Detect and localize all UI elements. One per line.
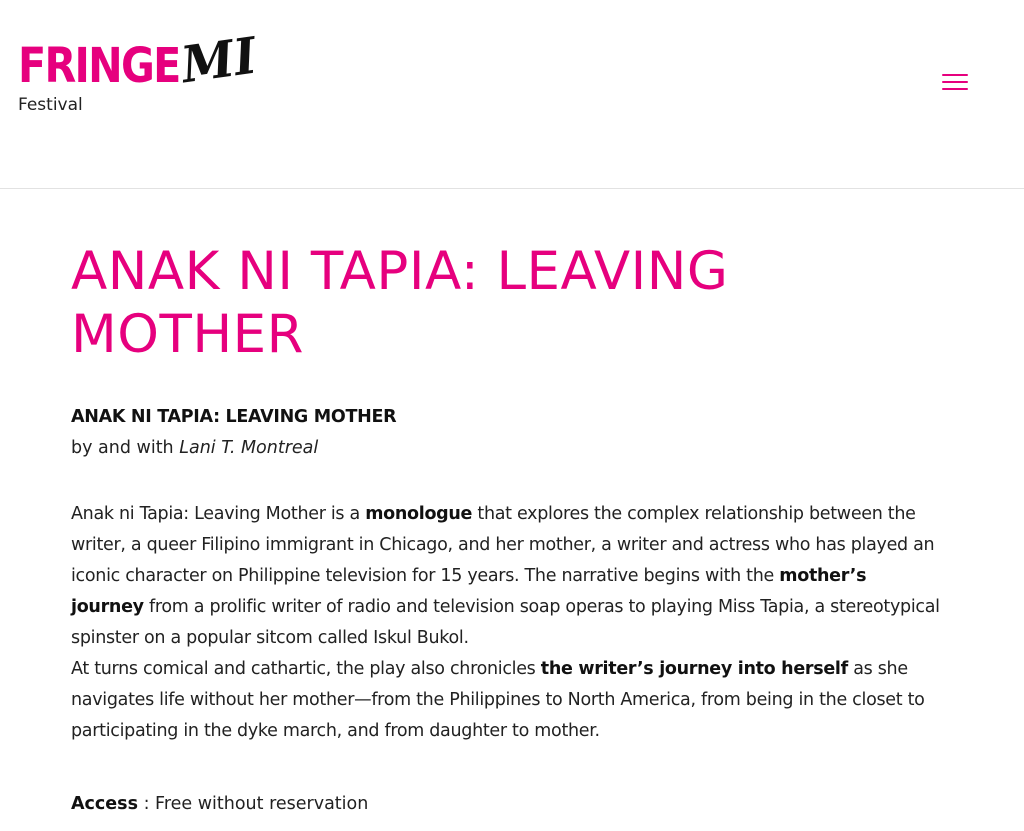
highlight-monologue: monologue [365, 504, 473, 524]
site-header [0, 0, 1024, 189]
highlight-mothers-journey: mother’s journey [71, 566, 867, 617]
highlight-writers-journey: the writer’s journey into herself [540, 659, 848, 679]
logo-mi-text: MI [177, 25, 261, 95]
logo-festival-text: Festival [18, 95, 83, 115]
description-paragraph-2 [71, 654, 941, 747]
page-title: ANAK NI TAPIA: LEAVING MOTHER [71, 241, 729, 365]
byline [71, 433, 964, 464]
description-text: as she navigates life without her mother—from the Philippines to North America, from being in the closet to participating in the dyke march, and from daughter to mother. [71, 659, 925, 741]
show-info [71, 402, 964, 464]
main-content [0, 189, 1024, 820]
description-text: Anak ni Tapia: Leaving Mother is a [71, 504, 366, 524]
description-text: At turns comical and cathartic, the play also chronicles [71, 659, 541, 679]
menu-bar-middle [942, 81, 968, 83]
byline-prefix: by and with [71, 438, 180, 458]
show-title: ANAK NI TAPIA: LEAVING MOTHER [71, 407, 397, 427]
logo-fringe-text: FRINGE [18, 38, 180, 94]
hamburger-menu-icon[interactable] [942, 72, 970, 92]
access-info [71, 789, 964, 820]
access-value: : Free without reservation [138, 794, 369, 814]
author-name: Lani T. Montreal [179, 438, 319, 458]
menu-bar-top [942, 74, 968, 76]
description-paragraph-1 [71, 499, 941, 654]
description-text: from a prolific writer of radio and television soap operas to playing Miss Tapia, a stereotypical spinster on a popular sitcom called Iskul Bukol. [71, 597, 940, 648]
description-text: that explores the complex relationship between the writer, a queer Filipino immigrant in Chicago, and her mother, a writer and actress who has played an iconic character on Philippine television for 15 years. The narrative begins with the [71, 504, 935, 586]
fringe-mi-logo[interactable] [18, 25, 261, 120]
access-label: Access [71, 794, 138, 814]
menu-bar-bottom [942, 88, 968, 90]
show-description [71, 499, 941, 747]
